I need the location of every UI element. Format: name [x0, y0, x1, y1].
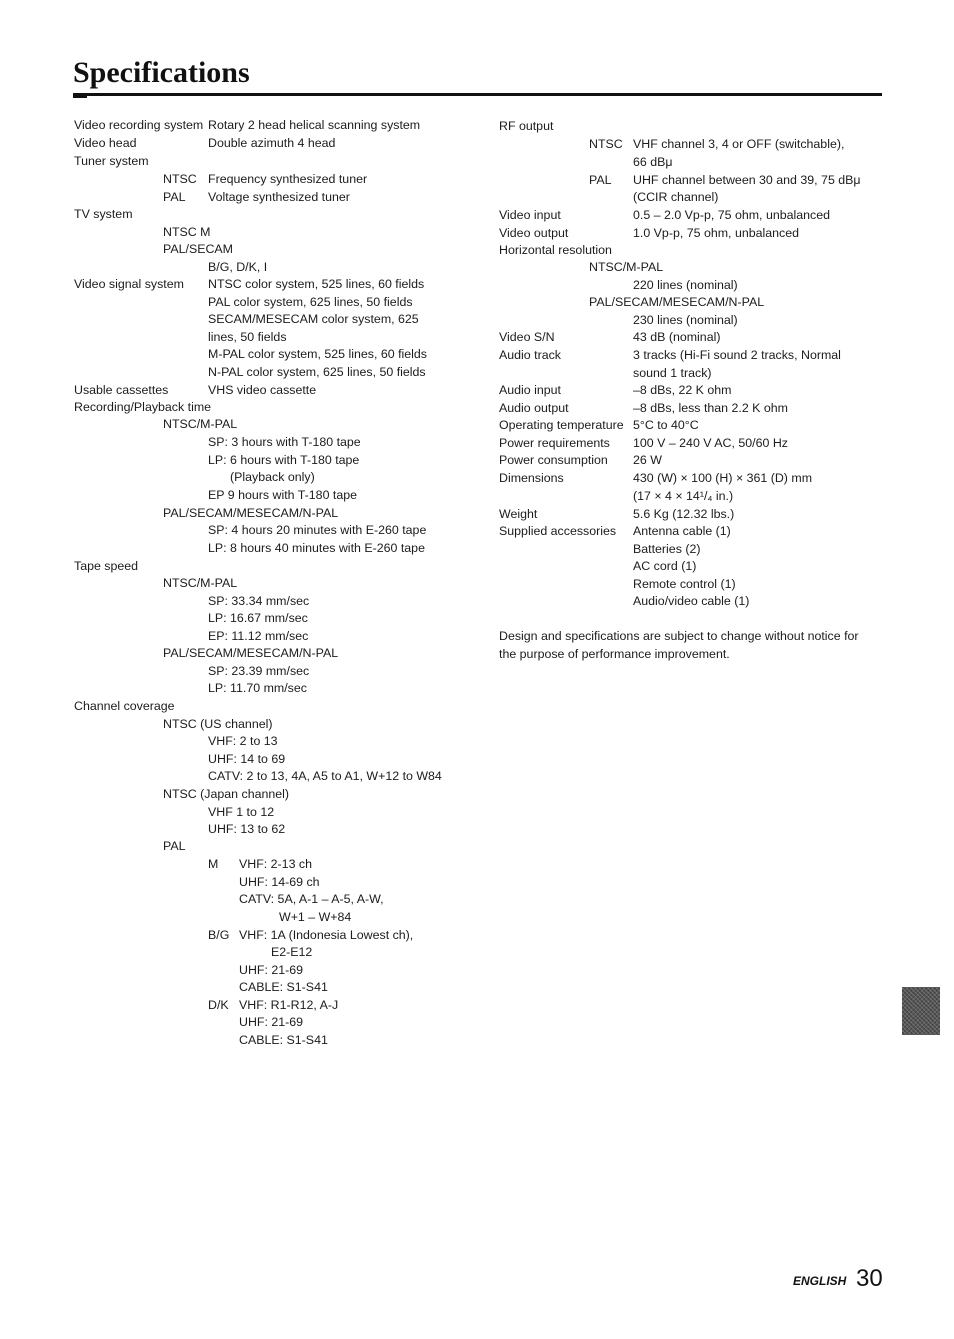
page-number: 30 [856, 1265, 883, 1292]
rec-time-lp: LP: 6 hours with T-180 tape [208, 453, 360, 467]
spec-value-audio-track-cont: sound 1 track) [633, 366, 712, 380]
video-signal-line: lines, 50 fields [208, 330, 287, 344]
tuner-pal-label: PAL [163, 190, 186, 204]
spec-value-video-head: Double azimuth 4 head [208, 136, 336, 150]
video-signal-line: SECAM/MESECAM color system, 625 [208, 312, 419, 326]
channel-us-catv: CATV: 2 to 13, 4A, A5 to A1, W+12 to W84 [208, 769, 442, 783]
spec-label-video-output: Video output [499, 226, 569, 240]
spec-value-power-requirements: 100 V – 240 V AC, 50/60 Hz [633, 436, 788, 450]
accessory-item: Batteries (2) [633, 542, 701, 556]
channel-m-catv-cont: W+1 – W+84 [279, 910, 352, 924]
rf-ntsc-value: VHF channel 3, 4 or OFF (switchable), [633, 137, 845, 151]
spec-notice-line: Design and specifications are subject to change without notice for [499, 629, 859, 643]
spec-value-video-input: 0.5 – 2.0 Vp-p, 75 ohm, unbalanced [633, 208, 831, 222]
rec-time-pal-group: PAL/SECAM/MESECAM/N-PAL [163, 506, 339, 520]
tuner-ntsc-value: Frequency synthesized tuner [208, 172, 368, 186]
spec-value-video-output: 1.0 Vp-p, 75 ohm, unbalanced [633, 226, 800, 240]
video-signal-line: N-PAL color system, 625 lines, 50 fields [208, 365, 426, 379]
channel-bg-vhf-cont: E2-E12 [271, 945, 313, 959]
channel-jp-uhf: UHF: 13 to 62 [208, 822, 286, 836]
spec-label-power-consumption: Power consumption [499, 453, 608, 467]
spec-notice-line: the purpose of performance improvement. [499, 647, 730, 661]
spec-value-audio-input: –8 dBs, 22 K ohm [633, 383, 732, 397]
spec-label-audio-output: Audio output [499, 401, 569, 415]
spec-label-usable-cassettes: Usable cassettes [74, 383, 169, 397]
rec-time-pal-lp: LP: 8 hours 40 minutes with E-260 tape [208, 541, 425, 555]
hres-pal-group: PAL/SECAM/MESECAM/N-PAL [589, 295, 765, 309]
title-rule-accent [73, 93, 87, 98]
section-tab-marker [902, 987, 940, 1035]
rf-ntsc-value-cont: 66 dBμ [633, 155, 673, 169]
channel-m-vhf: VHF: 2-13 ch [239, 857, 312, 871]
tv-system-ntsc: NTSC M [163, 225, 211, 239]
rf-pal-label: PAL [589, 173, 612, 187]
spec-value-audio-output: –8 dBs, less than 2.2 K ohm [633, 401, 788, 415]
hres-ntsc-value: 220 lines (nominal) [633, 278, 738, 292]
spec-label-audio-track: Audio track [499, 348, 561, 362]
rf-pal-value-cont: (CCIR channel) [633, 190, 719, 204]
spec-label-horizontal-resolution: Horizontal resolution [499, 243, 612, 257]
spec-label-operating-temperature: Operating temperature [499, 418, 624, 432]
channel-bg-label: B/G [208, 928, 230, 942]
spec-label-dimensions: Dimensions [499, 471, 564, 485]
tv-system-pal-secam-value: B/G, D/K, I [208, 260, 268, 274]
tape-speed-pal-group: PAL/SECAM/MESECAM/N-PAL [163, 646, 339, 660]
channel-dk-uhf: UHF: 21-69 [239, 1015, 304, 1029]
spec-label-tv-system: TV system [74, 207, 133, 221]
video-signal-line: NTSC color system, 525 lines, 60 fields [208, 277, 425, 291]
tape-speed-pal-sp: SP: 23.39 mm/sec [208, 664, 310, 678]
spec-label-audio-input: Audio input [499, 383, 562, 397]
channel-dk-label: D/K [208, 998, 229, 1012]
channel-ntsc-us: NTSC (US channel) [163, 717, 273, 731]
footer-language: ENGLISH [793, 1274, 847, 1288]
spec-label-weight: Weight [499, 507, 538, 521]
tv-system-pal-secam: PAL/SECAM [163, 242, 234, 256]
channel-pal: PAL [163, 839, 186, 853]
spec-label-video-head: Video head [74, 136, 137, 150]
page-title: Specifications [73, 56, 250, 89]
spec-value-weight: 5.6 Kg (12.32 lbs.) [633, 507, 735, 521]
hres-pal-value: 230 lines (nominal) [633, 313, 738, 327]
spec-label-power-requirements: Power requirements [499, 436, 610, 450]
spec-label-video-recording-system: Video recording system [74, 118, 204, 132]
spec-value-video-sn: 43 dB (nominal) [633, 330, 721, 344]
spec-value-video-recording-system: Rotary 2 head helical scanning system [208, 118, 421, 132]
channel-m-catv: CATV: 5A, A-1 – A-5, A-W, [239, 892, 384, 906]
accessory-item: AC cord (1) [633, 559, 697, 573]
channel-us-uhf: UHF: 14 to 69 [208, 752, 286, 766]
video-signal-line: M-PAL color system, 525 lines, 60 fields [208, 347, 427, 361]
spec-value-usable-cassettes: VHS video cassette [208, 383, 317, 397]
channel-dk-cable: CABLE: S1-S41 [239, 1033, 328, 1047]
channel-ntsc-japan: NTSC (Japan channel) [163, 787, 290, 801]
accessory-item: Audio/video cable (1) [633, 594, 750, 608]
rec-time-ep: EP 9 hours with T-180 tape [208, 488, 358, 502]
tape-speed-ep: EP: 11.12 mm/sec [208, 629, 309, 643]
rf-ntsc-label: NTSC [589, 137, 623, 151]
tape-speed-ntsc-mpal: NTSC/M-PAL [163, 576, 238, 590]
spec-label-video-input: Video input [499, 208, 561, 222]
spec-label-supplied-accessories: Supplied accessories [499, 524, 617, 538]
tuner-pal-value: Voltage synthesized tuner [208, 190, 350, 204]
hres-ntsc-mpal: NTSC/M-PAL [589, 260, 664, 274]
tuner-ntsc-label: NTSC [163, 172, 197, 186]
spec-label-channel-coverage: Channel coverage [74, 699, 175, 713]
rec-time-sp: SP: 3 hours with T-180 tape [208, 435, 361, 449]
rec-time-ntsc-mpal: NTSC/M-PAL [163, 417, 238, 431]
channel-jp-vhf: VHF 1 to 12 [208, 805, 275, 819]
spec-label-recording-playback-time: Recording/Playback time [74, 400, 212, 414]
channel-bg-uhf: UHF: 21-69 [239, 963, 304, 977]
spec-label-tape-speed: Tape speed [74, 559, 139, 573]
channel-bg-cable: CABLE: S1-S41 [239, 980, 328, 994]
title-rule [73, 93, 882, 96]
spec-label-rf-output: RF output [499, 119, 554, 133]
spec-value-audio-track: 3 tracks (Hi-Fi sound 2 tracks, Normal [633, 348, 841, 362]
channel-dk-vhf: VHF: R1-R12, A-J [239, 998, 339, 1012]
video-signal-line: PAL color system, 625 lines, 50 fields [208, 295, 413, 309]
spec-value-operating-temperature: 5°C to 40°C [633, 418, 699, 432]
spec-value-power-consumption: 26 W [633, 453, 662, 467]
spec-value-dimensions-inches: (17 × 4 × 14¹/₄ in.) [633, 489, 734, 503]
channel-m-label: M [208, 857, 219, 871]
tape-speed-lp: LP: 16.67 mm/sec [208, 611, 308, 625]
rec-time-pal-sp: SP: 4 hours 20 minutes with E-260 tape [208, 523, 427, 537]
spec-label-tuner-system: Tuner system [74, 154, 149, 168]
accessory-item: Antenna cable (1) [633, 524, 731, 538]
spec-label-video-signal-system: Video signal system [74, 277, 184, 291]
accessory-item: Remote control (1) [633, 577, 736, 591]
channel-us-vhf: VHF: 2 to 13 [208, 734, 278, 748]
rf-pal-value: UHF channel between 30 and 39, 75 dBμ [633, 173, 861, 187]
channel-m-uhf: UHF: 14-69 ch [239, 875, 320, 889]
rec-time-playback-only: (Playback only) [230, 470, 315, 484]
spec-label-video-sn: Video S/N [499, 330, 555, 344]
spec-value-dimensions: 430 (W) × 100 (H) × 361 (D) mm [633, 471, 813, 485]
tape-speed-pal-lp: LP: 11.70 mm/sec [208, 681, 307, 695]
tape-speed-sp: SP: 33.34 mm/sec [208, 594, 310, 608]
channel-bg-vhf: VHF: 1A (Indonesia Lowest ch), [239, 928, 414, 942]
